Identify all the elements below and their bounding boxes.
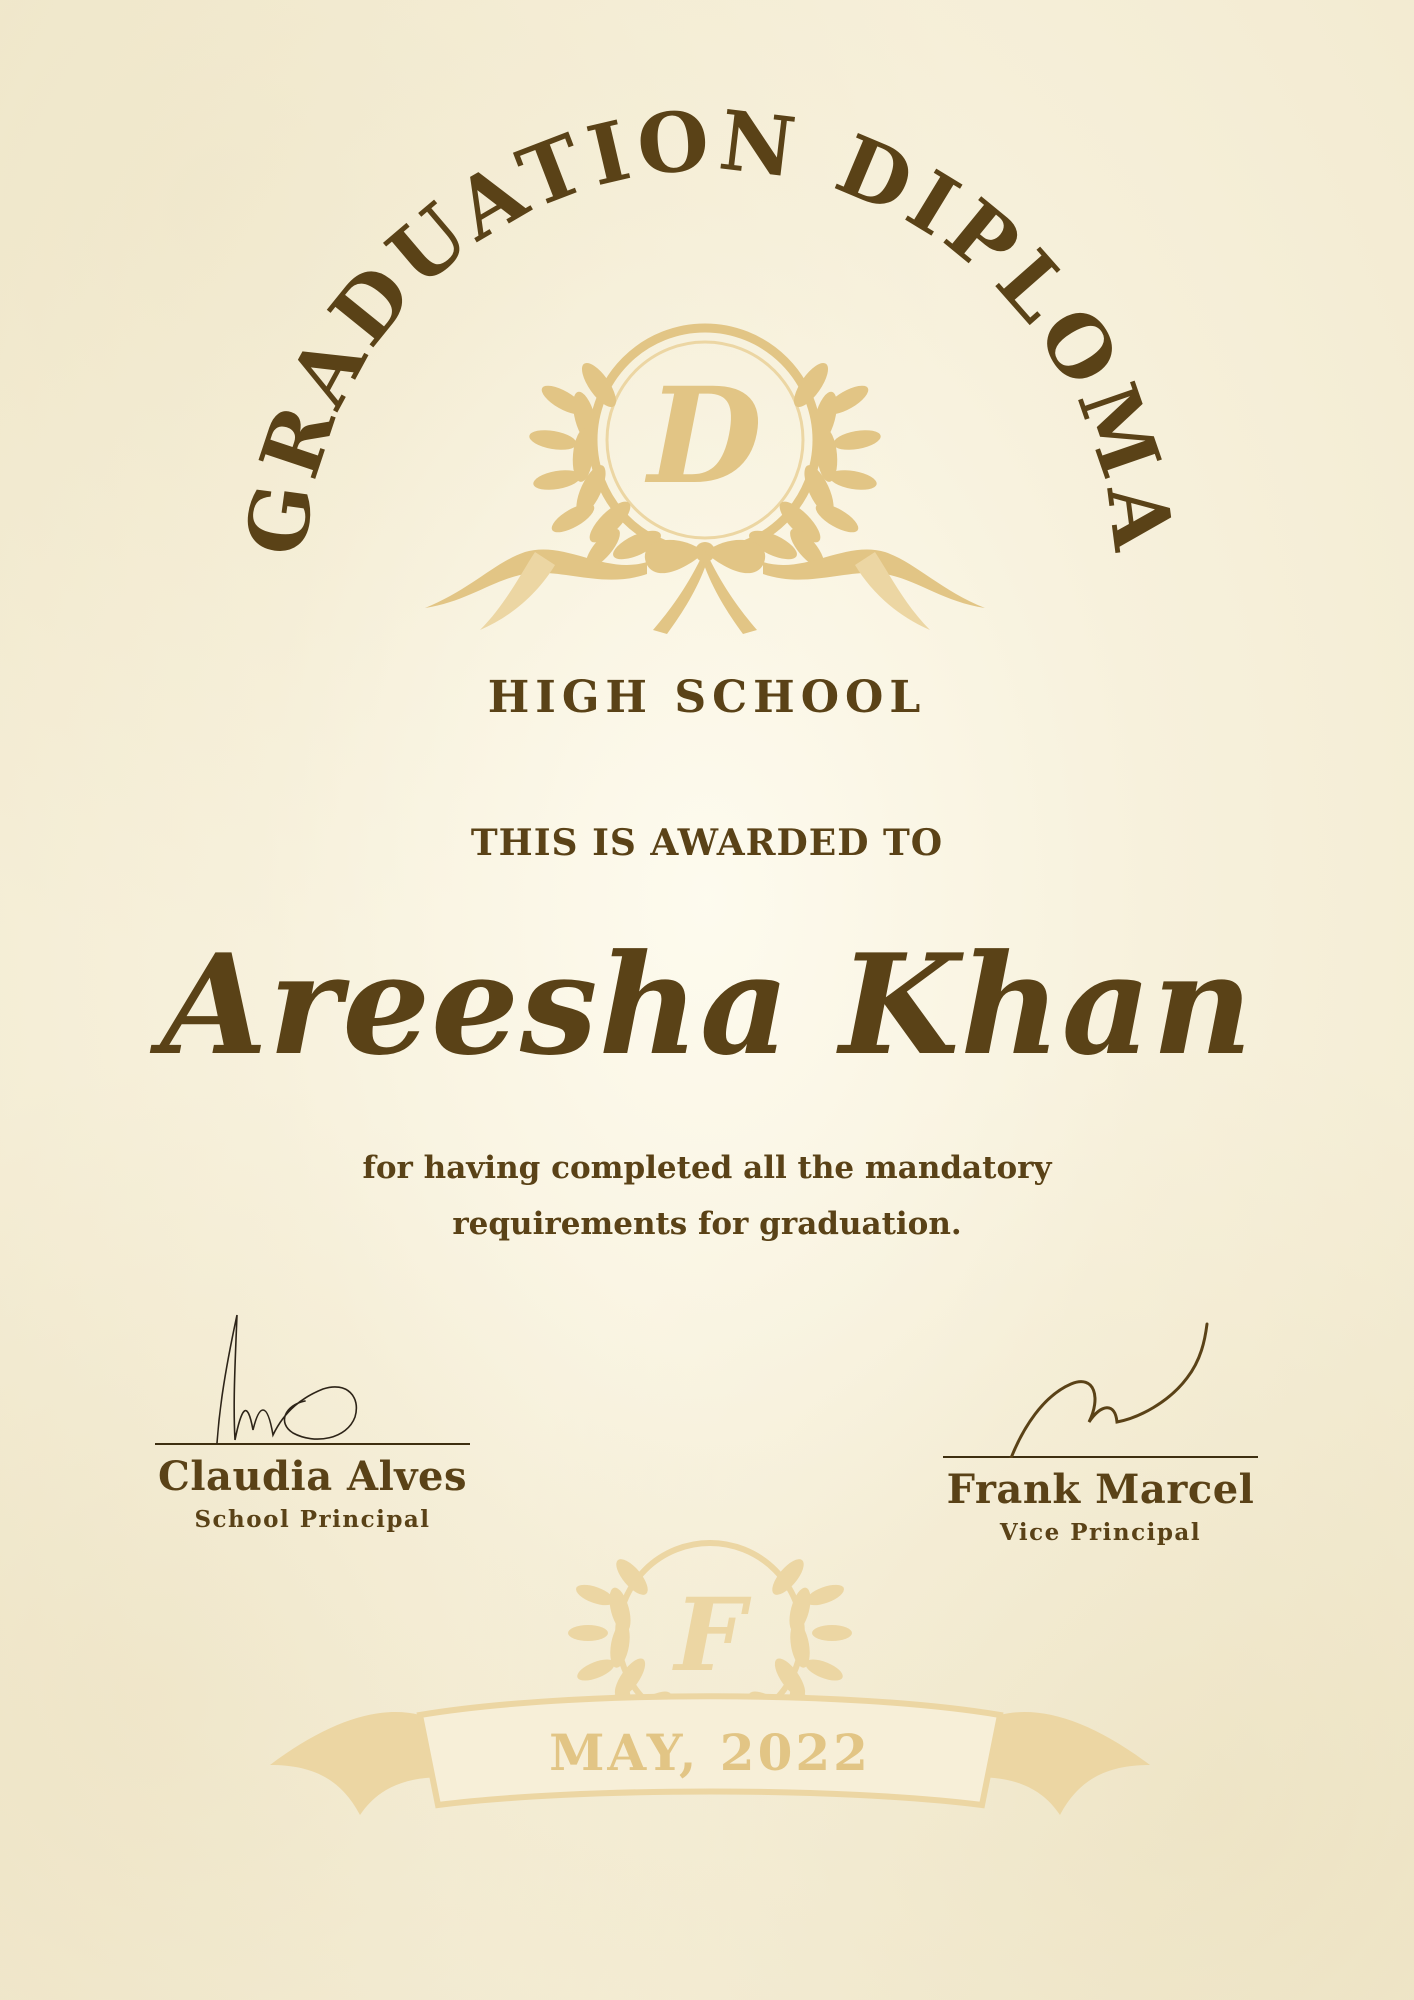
school-name: HIGH SCHOOL	[487, 672, 927, 723]
signatory-name: Claudia Alves	[158, 1453, 467, 1500]
recipient-name: Areesha Khan	[160, 923, 1254, 1086]
banner-monogram: F	[674, 1576, 746, 1694]
statement-line-2: requirements for graduation.	[452, 1206, 962, 1242]
signature-block-principal	[155, 1305, 470, 1533]
awarded-label: THIS IS AWARDED TO	[470, 822, 944, 864]
diploma-title-text: GRADUATION DIPLOMA	[228, 92, 1192, 561]
signatory-name: Frank Marcel	[946, 1466, 1255, 1513]
date-banner-emblem	[270, 1515, 1150, 1850]
signatory-role: Vice Principal	[999, 1519, 1202, 1546]
graduation-date: MAY, 2022	[549, 1723, 871, 1782]
principal-signature-scribble	[155, 1305, 470, 1445]
laurel-crest-emblem	[385, 290, 1025, 670]
award-statement	[0, 1140, 1414, 1252]
signatory-role: School Principal	[194, 1506, 431, 1533]
signature-block-vice-principal	[943, 1318, 1258, 1546]
signature-line	[943, 1456, 1258, 1458]
statement-line-1: for having completed all the mandatory	[362, 1150, 1052, 1186]
vice-principal-signature-scribble	[943, 1318, 1258, 1458]
signature-line	[155, 1443, 470, 1445]
crest-monogram: D	[647, 359, 763, 514]
